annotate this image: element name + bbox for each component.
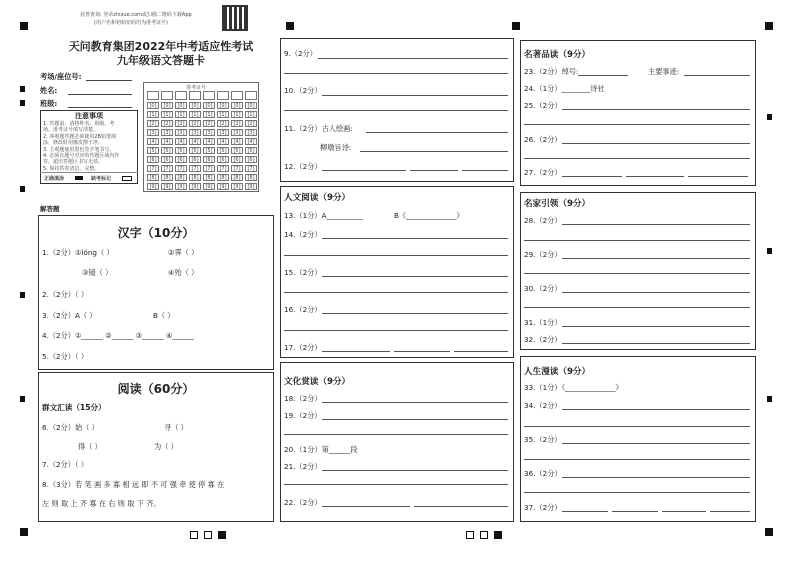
exam-number-bubble[interactable]: [9]	[147, 183, 159, 190]
exam-number-bubble[interactable]: [7]	[217, 165, 229, 172]
exam-number-bubble[interactable]: [1]	[189, 111, 201, 118]
q22[interactable]: 22.（2分）	[284, 498, 322, 507]
notice-line: 答，超出答题区书写无效。	[43, 159, 104, 166]
q31[interactable]: 31.（1分）	[524, 318, 562, 327]
page-marker	[480, 531, 488, 539]
renwen-title: 人文阅读（9分）	[284, 193, 351, 203]
alignment-mark	[767, 114, 772, 120]
absent-mark-label: 缺考标记	[91, 176, 112, 182]
exam-number-label: 准考证号	[186, 85, 207, 91]
exam-number-bubble[interactable]: [7]	[231, 165, 243, 172]
exam-number-bubble[interactable]: [4]	[161, 138, 173, 145]
exam-number-bubble[interactable]: [5]	[231, 147, 243, 154]
q23-b[interactable]: 主要事迹:	[648, 67, 680, 76]
exam-number-bubble[interactable]: [6]	[189, 156, 201, 163]
exam-number-digit-box[interactable]	[189, 91, 201, 100]
q1-c[interactable]: ③镜（ ）	[82, 268, 113, 277]
exam-number-digit-box[interactable]	[245, 91, 257, 100]
exam-number-bubble[interactable]: [2]	[245, 120, 257, 127]
q26[interactable]: 26.（2分）	[524, 135, 562, 144]
notice-line: 2. 客观题答题必须使用2B铅笔填	[43, 133, 116, 140]
exam-number-bubble[interactable]: [4]	[231, 138, 243, 145]
exam-number-digit-box[interactable]	[175, 91, 187, 100]
exam-number-bubble[interactable]: [3]	[217, 129, 229, 136]
exam-number-bubble[interactable]: [0]	[147, 102, 159, 109]
mingzhu-title: 名著品读（9分）	[524, 50, 591, 60]
exam-number-digit-box[interactable]	[147, 91, 159, 100]
exam-number-bubble[interactable]: [2]	[217, 120, 229, 127]
exam-number-bubble[interactable]: [7]	[147, 165, 159, 172]
exam-number-bubble[interactable]: [9]	[217, 183, 229, 190]
exam-number-digit-box[interactable]	[161, 91, 173, 100]
exam-number-bubble[interactable]: [6]	[245, 156, 257, 163]
exam-number-bubble[interactable]: [7]	[189, 165, 201, 172]
exam-number-bubble[interactable]: [2]	[231, 120, 243, 127]
exam-number-bubble[interactable]: [6]	[231, 156, 243, 163]
exam-number-bubble[interactable]: [5]	[147, 147, 159, 154]
exam-number-bubble[interactable]: [7]	[245, 165, 257, 172]
q28[interactable]: 28.（2分）	[524, 216, 562, 225]
notice-line: 涂，修改时用橡皮擦干净。	[43, 140, 104, 147]
exam-number-bubble[interactable]: [5]	[245, 147, 257, 154]
alignment-mark	[20, 100, 25, 106]
exam-number-bubble[interactable]: [4]	[189, 138, 201, 145]
exam-number-bubble[interactable]: [5]	[217, 147, 229, 154]
class-input[interactable]	[68, 107, 132, 108]
alignment-mark	[20, 528, 28, 536]
exam-number-bubble[interactable]: [9]	[161, 183, 173, 190]
exam-number-bubble[interactable]: [8]	[217, 174, 229, 181]
q18[interactable]: 18.（2分）	[284, 394, 322, 403]
q7[interactable]: 7.（2分）（ ）	[42, 460, 89, 469]
q23[interactable]: 23.（2分）绰号:	[524, 67, 579, 76]
exam-number-bubble[interactable]: [6]	[161, 156, 173, 163]
q1[interactable]: 1.（2分）①lóng（ ）	[42, 248, 114, 257]
notice-line: 1. 答题前，请将姓名、班级、考	[43, 121, 115, 127]
q27[interactable]: 27.（2分）	[524, 168, 562, 177]
page-title: 天问教育集团2022年中考适应性考试	[68, 40, 254, 53]
exam-number-bubble[interactable]: [3]	[203, 129, 215, 136]
exam-number-bubble[interactable]: [9]	[203, 183, 215, 190]
q9[interactable]: 9.（2分）	[284, 49, 317, 58]
exam-number-bubble[interactable]: [1]	[245, 111, 257, 118]
exam-number-bubble[interactable]: [4]	[245, 138, 257, 145]
exam-number-bubble[interactable]: [0]	[245, 102, 257, 109]
alignment-mark	[767, 248, 772, 254]
exam-number-bubble[interactable]: [6]	[203, 156, 215, 163]
exam-number-bubble[interactable]: [0]	[217, 102, 229, 109]
q3-b[interactable]: B（ ）	[153, 311, 175, 320]
exam-number-bubble[interactable]: [7]	[203, 165, 215, 172]
seat-input[interactable]	[86, 80, 132, 81]
exam-number-bubble[interactable]: [0]	[175, 102, 187, 109]
q12[interactable]: 12.（2分）	[284, 162, 322, 171]
exam-number-bubble[interactable]: [2]	[175, 120, 187, 127]
reading-title: 阅读（60分）	[117, 382, 195, 396]
q35[interactable]: 35.（2分）	[524, 435, 562, 444]
notice-line: 场、准考证号填写清楚。	[43, 127, 99, 134]
q32[interactable]: 32.（2分）	[524, 335, 562, 344]
page-subtitle: 九年级语文答题卡	[117, 54, 205, 67]
alignment-mark	[286, 22, 294, 30]
exam-number-bubble[interactable]: [5]	[161, 147, 173, 154]
alignment-mark	[20, 186, 25, 192]
exam-number-bubble[interactable]: [1]	[217, 111, 229, 118]
exam-number-bubble[interactable]: [2]	[189, 120, 201, 127]
q30[interactable]: 30.（2分）	[524, 284, 562, 293]
wenhua-title: 文化赏读（9分）	[284, 377, 351, 387]
q34[interactable]: 34.（2分）	[524, 401, 562, 410]
exam-number-bubble[interactable]: [1]	[203, 111, 215, 118]
q20[interactable]: 20.（1分）第______段	[284, 445, 358, 454]
exam-number-bubble[interactable]: [8]	[245, 174, 257, 181]
exam-number-digit-box[interactable]	[217, 91, 229, 100]
q11[interactable]: 11.（2分）古人绘画:	[284, 124, 353, 133]
hanzi-title: 汉字（10分）	[117, 226, 195, 240]
exam-number-bubble[interactable]: [0]	[203, 102, 215, 109]
exam-number-bubble[interactable]: [8]	[175, 174, 187, 181]
notice-title: 注意事项	[75, 112, 103, 120]
exam-number-bubble[interactable]: [3]	[231, 129, 243, 136]
exam-number-bubble[interactable]: [9]	[245, 183, 257, 190]
q4[interactable]: 4.（2分）①______ ②______ ③______ ④______	[42, 331, 194, 340]
q19[interactable]: 19.（2分）	[284, 411, 322, 420]
notice-line: 3. 主观题使用黑色签字笔书写。	[43, 146, 115, 153]
q15[interactable]: 15.（2分）	[284, 268, 322, 277]
site-info-subtext: (用户名和初始密码均为准考证号)	[94, 20, 168, 26]
q6-d[interactable]: 为（ ）	[154, 442, 178, 451]
exam-number-bubble[interactable]: [9]	[175, 183, 187, 190]
exam-number-bubble[interactable]: [0]	[189, 102, 201, 109]
q1-d[interactable]: ④殆（ ）	[168, 268, 199, 277]
q33[interactable]: 33.（1分）《______________》	[524, 383, 623, 392]
q2[interactable]: 2.（2分）（ ）	[42, 290, 89, 299]
exam-number-bubble[interactable]: [1]	[147, 111, 159, 118]
q29[interactable]: 29.（2分）	[524, 250, 562, 259]
exam-number-bubble[interactable]: [3]	[147, 129, 159, 136]
q25[interactable]: 25.（2分）	[524, 101, 562, 110]
alignment-mark	[767, 396, 772, 402]
exam-number-bubble[interactable]: [9]	[231, 183, 243, 190]
alignment-mark	[765, 528, 773, 536]
q10[interactable]: 10.（2分）	[284, 86, 322, 95]
q24[interactable]: 24.（1分）________诗社	[524, 84, 605, 93]
exam-number-digit-box[interactable]	[231, 91, 243, 100]
q6-b[interactable]: 寻（ ）	[164, 423, 188, 432]
page-marker	[190, 531, 198, 539]
rensheng-title: 人生漫读（9分）	[524, 367, 591, 377]
exam-number-bubble[interactable]: [1]	[175, 111, 187, 118]
exam-number-bubble[interactable]: [6]	[175, 156, 187, 163]
alignment-mark	[765, 22, 773, 30]
q13[interactable]: 13.（1分）A__________	[284, 211, 363, 220]
q13-b[interactable]: B《______________》	[394, 211, 464, 220]
alignment-mark	[512, 22, 520, 30]
exam-number-bubble[interactable]: [3]	[189, 129, 201, 136]
exam-number-bubble[interactable]: [4]	[147, 138, 159, 145]
q8-line2[interactable]: 左 则 取 上 齐 寡 在 右 则 取 下 齐。	[42, 499, 161, 508]
notice-line: 5. 保持答卷清洁、完整。	[43, 165, 100, 172]
mingjia-title: 名家引领（9分）	[524, 199, 591, 209]
q21[interactable]: 21.（2分）	[284, 462, 322, 471]
exam-number-bubble[interactable]: [1]	[231, 111, 243, 118]
group-reading-title: 群文汇读（15分）	[42, 403, 106, 412]
exam-number-bubble[interactable]: [1]	[161, 111, 173, 118]
exam-number-bubble[interactable]: [2]	[161, 120, 173, 127]
q6-c[interactable]: 得（ ）	[78, 442, 102, 451]
q17[interactable]: 17.（2分）	[284, 343, 322, 352]
q6[interactable]: 6.（2分）始（ ）	[42, 423, 99, 432]
exam-number-bubble[interactable]: [7]	[161, 165, 173, 172]
exam-number-bubble[interactable]: [6]	[147, 156, 159, 163]
notice-line: 4. 必须在题号对应的答题区域内作	[43, 153, 120, 159]
answer-section-label: 解答题	[40, 205, 60, 213]
exam-number-bubble[interactable]: [4]	[203, 138, 215, 145]
page-marker	[494, 531, 502, 539]
site-info-text: 获普查询: 登录zhixue.com或扫描二维码下载App	[80, 12, 192, 18]
exam-number-bubble[interactable]: [2]	[203, 120, 215, 127]
exam-number-bubble[interactable]: [9]	[189, 183, 201, 190]
exam-number-bubble[interactable]: [3]	[161, 129, 173, 136]
alignment-mark	[20, 292, 25, 298]
seat-label: 考场/座位号:	[40, 72, 82, 81]
exam-number-bubble[interactable]: [0]	[161, 102, 173, 109]
alignment-mark	[20, 396, 25, 402]
exam-number-bubble[interactable]: [8]	[161, 174, 173, 181]
name-label: 姓名:	[40, 86, 58, 95]
alignment-mark	[20, 22, 28, 30]
absent-mark-box[interactable]	[122, 176, 132, 181]
exam-number-bubble[interactable]: [4]	[217, 138, 229, 145]
q1-b[interactable]: ②霁（ ）	[168, 248, 199, 257]
name-input[interactable]	[68, 94, 132, 95]
page-marker	[218, 531, 226, 539]
exam-number-bubble[interactable]: [8]	[203, 174, 215, 181]
exam-number-bubble[interactable]: [6]	[217, 156, 229, 163]
q36[interactable]: 36.（2分）	[524, 469, 562, 478]
exam-number-bubble[interactable]: [7]	[175, 165, 187, 172]
exam-number-bubble[interactable]: [8]	[231, 174, 243, 181]
exam-number-bubble[interactable]: [5]	[189, 147, 201, 154]
q14[interactable]: 14.（2分）	[284, 230, 322, 239]
exam-number-bubble[interactable]: [5]	[175, 147, 187, 154]
class-label: 班级:	[40, 99, 58, 108]
correct-fill-sample	[75, 176, 83, 180]
qr-code	[222, 5, 248, 31]
q37[interactable]: 37.（2分）	[524, 503, 562, 512]
exam-number-bubble[interactable]: [8]	[147, 174, 159, 181]
exam-number-bubble[interactable]: [4]	[175, 138, 187, 145]
exam-number-bubble[interactable]: [8]	[189, 174, 201, 181]
exam-number-bubble[interactable]: [5]	[203, 147, 215, 154]
q11-b[interactable]: 柳墩旨诗:	[320, 143, 352, 152]
mingzhu-section	[520, 40, 756, 186]
q5[interactable]: 5.（2分）（ ）	[42, 352, 89, 361]
exam-number-bubble[interactable]: [3]	[175, 129, 187, 136]
q8-line1[interactable]: 8.（3分）若 笔 画 多 寡 相 远 即 不 可 强 牵 使 停 寡 在	[42, 480, 225, 489]
correct-fill-label: 正确填涂	[44, 176, 65, 182]
page-marker	[204, 531, 212, 539]
exam-number-bubble[interactable]: [3]	[245, 129, 257, 136]
page-marker	[466, 531, 474, 539]
exam-number-bubble[interactable]: [0]	[231, 102, 243, 109]
alignment-mark	[20, 86, 25, 92]
q16[interactable]: 16.（2分）	[284, 305, 322, 314]
exam-number-digit-box[interactable]	[203, 91, 215, 100]
exam-number-bubble[interactable]: [2]	[147, 120, 159, 127]
q3[interactable]: 3.（2分）A（ ）	[42, 311, 97, 320]
